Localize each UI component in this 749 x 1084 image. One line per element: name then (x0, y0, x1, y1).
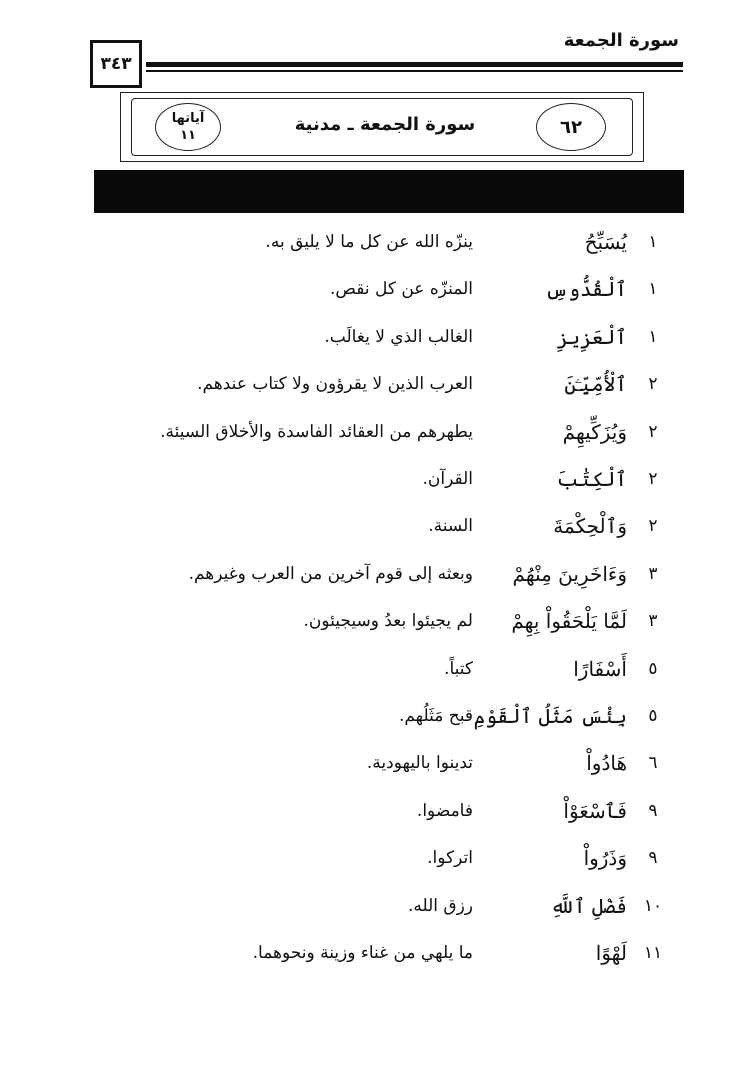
surah-number-circle (536, 103, 606, 151)
list-item (0, 884, 749, 928)
word-meaning: ما يلهي من غناء وزينة ونحوهما. (252, 943, 473, 963)
word-meaning: وبعثه إلى قوم آخرين من العرب وغيرهم. (188, 563, 473, 584)
header-surah-title: سورة الجمعة (563, 30, 679, 51)
list-item (0, 362, 749, 406)
list-item (0, 315, 749, 359)
quran-word: ٱلْقُدُّوسِ (544, 277, 627, 302)
word-meaning: القرآن. (422, 469, 473, 489)
list-item (0, 552, 749, 596)
quran-word: وَٱلْحِكْمَةَ (553, 514, 627, 539)
list-item (0, 789, 749, 833)
word-meaning: لم يجيئوا بعدُ وسيجيئون. (303, 611, 473, 632)
ayat-label: آياتها (171, 111, 205, 126)
quran-word: فَضْلِ ٱللَّهِ (550, 893, 627, 918)
word-meaning: فامضوا. (416, 800, 473, 821)
page-number: ٣٤٣ (90, 40, 142, 88)
verse-number: ١ (648, 326, 658, 347)
section-bar (94, 170, 684, 213)
quran-word: لَمَّا يَلْحَقُواْ بِهِمْ (511, 609, 627, 634)
verse-number: ٥ (648, 706, 658, 726)
list-item (0, 694, 749, 738)
verse-number: ٦ (648, 753, 658, 774)
verse-number: ٣ (648, 611, 658, 632)
list-item (0, 836, 749, 880)
word-meaning: المنزّه عن كل نقص. (330, 279, 473, 300)
list-item (0, 599, 749, 643)
verse-number: ٢ (648, 374, 658, 395)
quran-word: وَذَرُواْ (583, 846, 627, 871)
quran-word: وَءَاخَرِينَ مِنْهُمْ (512, 561, 627, 586)
quran-word: هَادُواْ (586, 751, 627, 776)
list-item (0, 457, 749, 501)
list-item (0, 220, 749, 264)
verse-number: ٢ (648, 469, 658, 489)
verse-number: ٥ (648, 658, 658, 679)
word-meaning: اتركوا. (427, 848, 473, 869)
verse-number: ١ (648, 232, 658, 252)
quran-word: ٱلْأُمِّيِّـۧنَ (564, 372, 627, 397)
list-item (0, 504, 749, 548)
ayat-count-circle (155, 103, 221, 151)
verse-number: ٢ (648, 516, 658, 537)
word-meaning: العرب الذين لا يقرؤون ولا كتاب عندهم. (197, 374, 473, 395)
verse-number: ٣ (648, 563, 658, 584)
list-item (0, 931, 749, 975)
word-meaning: كتباً. (444, 658, 473, 679)
quran-word: فَٱسْعَوْاْ (563, 798, 627, 823)
quran-word: ٱلْكِتَٰبَ (556, 467, 627, 491)
quran-word: وَيُزَكِّيهِمْ (562, 419, 627, 444)
surah-name: سورة الجمعة ـ مدنية (294, 114, 476, 135)
verse-number: ٩ (648, 848, 658, 869)
quran-word: أَسْفَارًا (573, 656, 627, 681)
verse-number: ٩ (648, 800, 658, 821)
word-meaning: قبح مَثَلُهم. (398, 706, 473, 726)
list-item (0, 267, 749, 311)
verse-number: ١١ (643, 943, 663, 963)
header-rule-thin (146, 70, 683, 72)
quran-word: ٱلْعَزِيزِ (556, 324, 627, 349)
word-meaning: الغالب الذي لا يغالَب. (324, 326, 473, 347)
verse-number: ١ (648, 279, 658, 300)
verse-number: ٢ (648, 421, 658, 442)
word-meaning: تدينوا باليهودية. (366, 753, 473, 774)
word-meaning: ينزّه الله عن كل ما لا يليق به. (265, 232, 473, 252)
header-rule-thick (146, 62, 683, 67)
verse-number: ١٠ (643, 895, 663, 916)
list-item (0, 647, 749, 691)
quran-word: يُسَبِّحُ (584, 230, 627, 254)
word-meaning: السنة. (428, 516, 473, 537)
word-meaning: يطهرهم من العقائد الفاسدة والأخلاق السيئة. (160, 421, 473, 442)
word-meaning: رزق الله. (407, 895, 473, 916)
list-item (0, 741, 749, 785)
quran-word: بِئْسَ مَثَلُ ٱلْقَوْمِ (473, 704, 627, 728)
list-item (0, 410, 749, 454)
quran-word: لَهْوًا (595, 941, 627, 965)
surah-number: ٦٢ (560, 116, 582, 138)
ayat-count: ١١ (180, 128, 196, 143)
